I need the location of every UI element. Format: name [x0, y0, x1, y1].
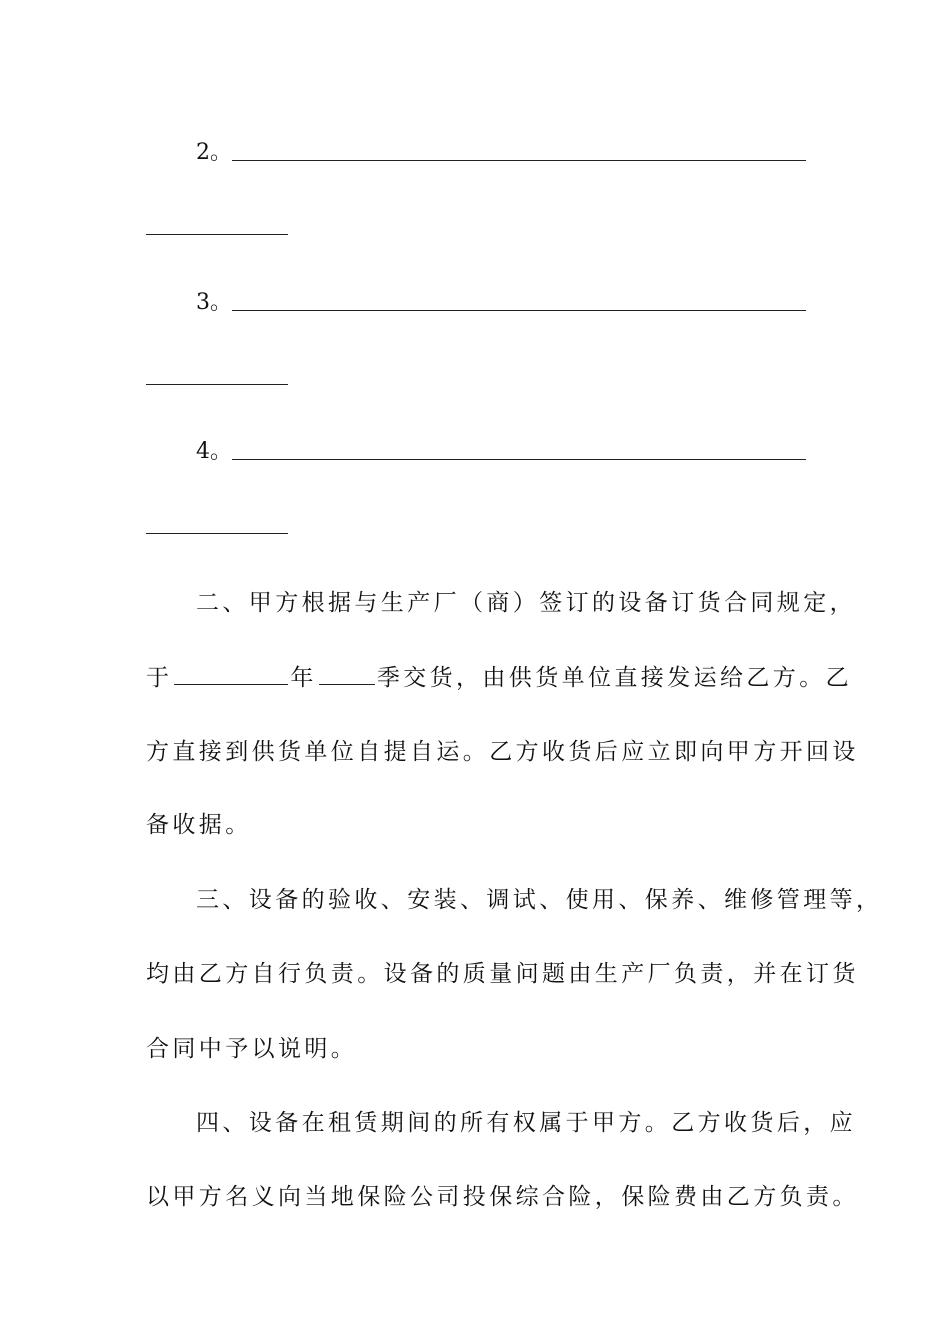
fill-in-blank-line[interactable]	[232, 310, 806, 311]
section-2-year-label: 年	[290, 665, 317, 691]
item-number-2: 2。	[196, 140, 232, 165]
fill-in-blank-line[interactable]	[232, 459, 806, 460]
fill-in-blank-continuation[interactable]	[146, 533, 288, 534]
section-2-line-3: 方直接到供货单位自提自运。乙方收货后应立即向甲方开回设	[146, 739, 859, 765]
section-4-line-2: 以甲方名义向当地保险公司投保综合险，保险费由乙方负责。	[146, 1184, 859, 1210]
fill-in-blank-continuation[interactable]	[146, 234, 288, 235]
section-3-line-2: 均由乙方自行负责。设备的质量问题由生产厂负责，并在订货	[146, 961, 859, 987]
season-blank[interactable]	[319, 662, 375, 685]
section-4-line-1: 四、设备在租赁期间的所有权属于甲方。乙方收货后，应	[196, 1110, 856, 1136]
section-3-line-1: 三、设备的验收、安装、调试、使用、保养、维修管理等，	[196, 887, 883, 913]
section-2-line-2	[146, 662, 853, 693]
item-number-4: 4。	[196, 439, 232, 464]
item-number-3: 3。	[196, 290, 232, 315]
section-2-line-1: 二、甲方根据与生产厂（商）签订的设备订货合同规定，	[196, 590, 856, 616]
section-2-line-4: 备收据。	[146, 812, 252, 838]
section-2-suffix: 季交货，由供货单位直接发运给乙方。乙	[376, 665, 853, 691]
fill-in-blank-continuation[interactable]	[146, 384, 288, 385]
section-2-prefix: 于	[146, 665, 173, 691]
section-3-line-3: 合同中予以说明。	[146, 1036, 358, 1062]
year-blank[interactable]	[174, 662, 288, 685]
fill-in-blank-line[interactable]	[232, 160, 806, 161]
